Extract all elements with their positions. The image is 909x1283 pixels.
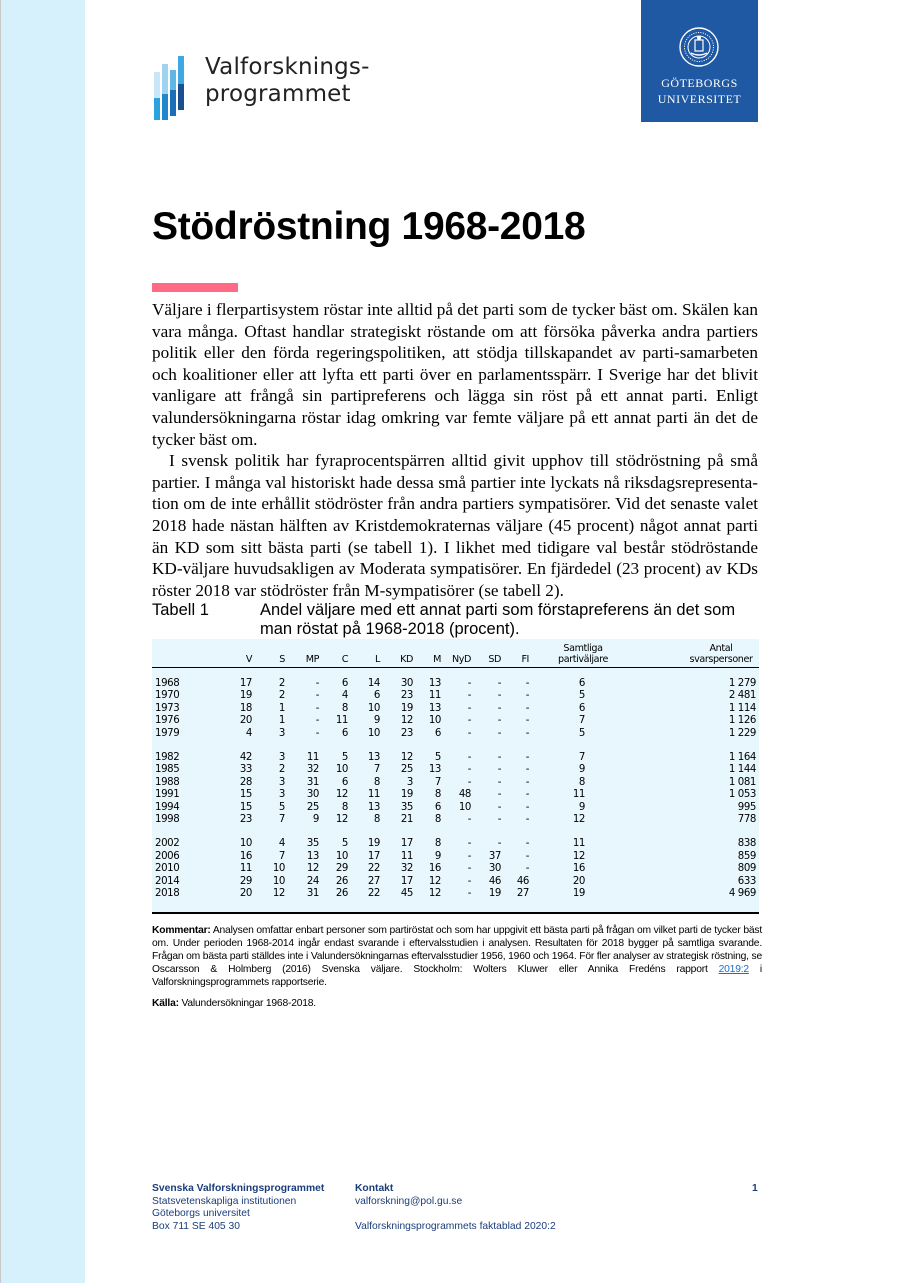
value-cell: 778: [737, 814, 756, 826]
value-cell: 17: [400, 875, 413, 887]
value-cell: 8: [434, 814, 441, 826]
university-seal-icon: [678, 26, 720, 68]
value-cell: -: [497, 814, 501, 826]
value-cell: 7: [278, 850, 285, 862]
comment-label: Kommentar:: [152, 925, 211, 936]
value-cell: 2 481: [728, 690, 756, 702]
value-cell: 3: [406, 776, 413, 788]
value-cell: -: [497, 678, 501, 689]
value-cell: -: [525, 789, 529, 801]
value-cell: 995: [737, 801, 756, 813]
body-text: [152, 299, 758, 601]
table-row: [152, 715, 759, 727]
value-cell: 17: [400, 838, 413, 850]
value-cell: 5: [341, 752, 348, 764]
value-cell: 2: [278, 678, 285, 689]
value-cell: 25: [306, 801, 319, 813]
value-cell: 5: [578, 727, 585, 739]
column-header: S: [252, 639, 285, 668]
value-cell: -: [525, 752, 529, 764]
value-cell: 10: [335, 764, 348, 776]
value-cell: 8: [373, 814, 380, 826]
value-cell: 10: [272, 875, 285, 887]
university-name-line-1: GÖTEBORGS: [661, 76, 738, 90]
value-cell: -: [497, 776, 501, 788]
value-cell: 8: [341, 702, 348, 714]
value-cell: 6: [341, 678, 348, 689]
value-cell: 18: [239, 702, 252, 714]
table-header-row: [152, 639, 759, 668]
value-cell: -: [467, 764, 471, 776]
table-row: [152, 703, 759, 715]
value-cell: 1 114: [728, 702, 756, 714]
footer-email[interactable]: valforskning@pol.gu.se: [355, 1195, 463, 1207]
page-margin-strip: [0, 0, 85, 1283]
column-header-year: [152, 639, 207, 668]
value-cell: 9: [578, 801, 585, 813]
value-cell: -: [467, 678, 471, 689]
value-cell: 2: [278, 764, 285, 776]
year-cell: 1973: [155, 702, 180, 714]
column-header: V: [207, 639, 252, 668]
value-cell: 32: [306, 764, 319, 776]
value-cell: 17: [239, 678, 252, 689]
year-cell: 1991: [155, 789, 180, 801]
column-header: Samtliga partiväljare: [529, 639, 613, 668]
value-cell: 5: [341, 838, 348, 850]
group-spacer: [152, 826, 759, 838]
table-row: [152, 728, 759, 740]
column-header: M: [413, 639, 441, 668]
value-cell: 32: [400, 863, 413, 875]
year-cell: 1988: [155, 776, 180, 788]
spacer-cell: [152, 740, 759, 752]
value-cell: 30: [400, 678, 413, 689]
value-cell: 42: [239, 752, 252, 764]
value-cell: 859: [737, 850, 756, 862]
value-cell: 13: [367, 801, 380, 813]
value-cell: 20: [239, 888, 252, 900]
bar-chart-logo-icon: [153, 52, 189, 122]
page-title: Stödröstning 1968-2018: [152, 205, 586, 248]
footer-contact: [355, 1183, 556, 1234]
footer-contact-label: Kontakt: [355, 1183, 394, 1194]
value-cell: -: [525, 838, 529, 850]
value-cell: 11: [239, 863, 252, 875]
value-cell: -: [497, 801, 501, 813]
value-cell: 7: [578, 752, 585, 764]
value-cell: 838: [737, 838, 756, 850]
footer-publication: Valforskningsprogrammets faktablad 2020:2: [355, 1221, 556, 1233]
value-cell: 30: [306, 789, 319, 801]
source: [152, 997, 762, 1010]
value-cell: 30: [488, 863, 501, 875]
value-cell: 8: [578, 776, 585, 788]
goteborgs-universitet-logo: [641, 0, 758, 122]
year-cell: 2006: [155, 850, 180, 862]
value-cell: 29: [239, 875, 252, 887]
value-cell: 6: [434, 801, 441, 813]
year-cell: 1970: [155, 690, 180, 702]
group-spacer: [152, 668, 759, 679]
year-cell: 2018: [155, 888, 180, 900]
value-cell: 20: [572, 875, 585, 887]
value-cell: 1 229: [728, 727, 756, 739]
year-cell: 1982: [155, 752, 180, 764]
column-header: L: [348, 639, 380, 668]
value-cell: -: [315, 678, 319, 689]
year-cell: 1998: [155, 814, 180, 826]
value-cell: 19: [367, 838, 380, 850]
value-cell: -: [525, 801, 529, 813]
value-cell: 7: [434, 776, 441, 788]
value-cell: 1 144: [728, 764, 756, 776]
value-cell: 22: [367, 863, 380, 875]
spacer-cell: [152, 826, 759, 838]
logo-text-line-2: programmet: [205, 81, 351, 107]
table-row: [152, 789, 759, 801]
column-header: SD: [471, 639, 501, 668]
value-cell: 24: [306, 875, 319, 887]
value-cell: 46: [516, 875, 529, 887]
value-cell: 809: [737, 863, 756, 875]
value-cell: 8: [373, 776, 380, 788]
table-row: [152, 752, 759, 764]
value-cell: 31: [306, 888, 319, 900]
value-cell: 1 126: [728, 715, 756, 727]
value-cell: -: [315, 727, 319, 739]
value-cell: 3: [278, 752, 285, 764]
value-cell: 5: [278, 801, 285, 813]
table-row: [152, 876, 759, 888]
year-cell: 1968: [155, 678, 180, 689]
column-header: MP: [285, 639, 319, 668]
table-title: Andel väljare med ett annat parti som förstapreferens än det som man röstat på 1968-2018 (procent).: [260, 601, 736, 638]
value-cell: 8: [341, 801, 348, 813]
value-cell: 10: [458, 801, 471, 813]
value-cell: 9: [373, 715, 380, 727]
page-number: 1: [752, 1183, 758, 1194]
table-row: [152, 777, 759, 789]
value-cell: 19: [400, 702, 413, 714]
column-header: C: [319, 639, 348, 668]
value-cell: 12: [428, 888, 441, 900]
paragraph: Väljare i flerpartisystem röstar inte alltid på det parti som de tycker bäst om. Skälen kan vara många. Oftast handlar strategiskt röstande om att försöka påverka andra partiers politik eller den förda regeringspolitiken, att stödja tillskapandet av parti-samarbeten och koalitioner eller att lyfta ett parti över en parlamentsspärr. I Sverige har det blivit vanligare att frångå sin partipreferens och lägga sin röst på ett annat parti. Enligt valundersökningarna röstar idag omkring var femte väljare på ett annat parti än det de tycker bäst om.: [152, 300, 758, 449]
value-cell: -: [497, 715, 501, 727]
value-cell: 22: [367, 888, 380, 900]
value-cell: 8: [434, 838, 441, 850]
value-cell: 11: [428, 690, 441, 702]
table-row: [152, 690, 759, 702]
value-cell: 19: [572, 888, 585, 900]
logo-text-line-1: Valforsknings-: [205, 54, 370, 80]
value-cell: 13: [428, 678, 441, 689]
year-cell: 2010: [155, 863, 180, 875]
value-cell: 10: [367, 702, 380, 714]
value-cell: -: [315, 690, 319, 702]
value-cell: 6: [341, 776, 348, 788]
source-text: Valundersökningar 1968-2018.: [178, 998, 316, 1010]
value-cell: -: [525, 863, 529, 875]
value-cell: 9: [578, 764, 585, 776]
value-cell: 4: [341, 690, 348, 702]
value-cell: -: [497, 702, 501, 714]
value-cell: 2: [278, 690, 285, 702]
value-cell: 26: [335, 888, 348, 900]
comment-text: Analysen omfattar enbart personer som partiröstat och som har uppgivit ett bästa parti på frågan om vilket parti de tycker bäst om. Under perioden 1968-2014 ingår endast svarande i eftervalsstudien i analysen. Resultaten för 2018 bygger på samtliga svarande. Frågan om bästa parti ställdes inte i Valundersökningarnas eftervalsstudier 1956, 1960 och 1964. För fler analyser av strategisk röstning, se Oscarsson & Holmberg (2016) Svenska väljare. Stockholm: Wolters Kluwer eller Annika Fredéns rapport: [152, 925, 762, 976]
year-cell: 1976: [155, 715, 180, 727]
value-cell: -: [525, 776, 529, 788]
data-table: [152, 639, 759, 901]
value-cell: 4 969: [728, 888, 756, 900]
data-table-container: [152, 639, 759, 912]
value-cell: 11: [572, 838, 585, 850]
value-cell: 1 053: [728, 789, 756, 801]
value-cell: -: [525, 727, 529, 739]
value-cell: -: [315, 715, 319, 727]
year-cell: 1994: [155, 801, 180, 813]
value-cell: 10: [428, 715, 441, 727]
value-cell: 12: [572, 850, 585, 862]
year-cell: 2002: [155, 838, 180, 850]
report-link[interactable]: 2019:2: [718, 964, 749, 976]
value-cell: -: [467, 752, 471, 764]
value-cell: 20: [239, 715, 252, 727]
value-cell: -: [467, 814, 471, 826]
value-cell: 13: [367, 752, 380, 764]
value-cell: 10: [335, 850, 348, 862]
value-cell: 48: [458, 789, 471, 801]
value-cell: 28: [239, 776, 252, 788]
paragraph: I svensk politik har fyraprocentspärren alltid givit upphov till stödröstning på små partier. I många val historiskt hade dessa små partier inte lyckats nå riksdagsrepresenta-tion om de inte erhållit stödröster från andra partiers sympatisörer. Vid det senaste valet 2018 hade nästan hälften av Kristdemokraternas väljare (45 procent) något annat parti än KD som sitt bästa parti (se tabell 1). I likhet med tidigare val består stödröstande KD-väljare huvudsakligen av Moderata sympatisörer. En fjärdedel (23 procent) av KDs röster 2018 var stödröster från M-sympatisörer (se tabell 2).: [152, 451, 758, 600]
value-cell: 19: [488, 888, 501, 900]
value-cell: 12: [428, 875, 441, 887]
table-row: [152, 678, 759, 690]
value-cell: 12: [572, 814, 585, 826]
value-cell: 1 279: [728, 678, 756, 689]
value-cell: -: [497, 838, 501, 850]
column-header: Antal svarspersoner: [613, 639, 759, 668]
table-row: [152, 814, 759, 826]
value-cell: 21: [400, 814, 413, 826]
value-cell: 19: [239, 690, 252, 702]
table-note: [152, 924, 762, 1011]
value-cell: -: [315, 702, 319, 714]
value-cell: 11: [572, 789, 585, 801]
value-cell: 45: [400, 888, 413, 900]
value-cell: 11: [306, 752, 319, 764]
value-cell: -: [525, 702, 529, 714]
university-name-line-2: UNIVERSITET: [657, 92, 742, 106]
value-cell: 5: [578, 690, 585, 702]
value-cell: 6: [341, 727, 348, 739]
year-cell: 1985: [155, 764, 180, 776]
value-cell: -: [497, 690, 501, 702]
table-row: [152, 838, 759, 850]
value-cell: -: [467, 702, 471, 714]
table-row: [152, 802, 759, 814]
value-cell: -: [525, 678, 529, 689]
value-cell: -: [467, 850, 471, 862]
group-spacer: [152, 740, 759, 752]
value-cell: 12: [335, 789, 348, 801]
comment-text-end: i Valforskningsprogrammets rapportserie.: [152, 964, 763, 989]
value-cell: -: [467, 863, 471, 875]
value-cell: -: [497, 789, 501, 801]
value-cell: 3: [278, 789, 285, 801]
accent-bar: [152, 283, 238, 292]
value-cell: 1: [278, 715, 285, 727]
value-cell: 12: [272, 888, 285, 900]
value-cell: 3: [278, 727, 285, 739]
value-cell: 10: [367, 727, 380, 739]
value-cell: 17: [367, 850, 380, 862]
valforskningsprogrammet-logo: [153, 52, 393, 122]
value-cell: 16: [572, 863, 585, 875]
value-cell: -: [497, 752, 501, 764]
value-cell: 23: [400, 727, 413, 739]
value-cell: 37: [488, 850, 501, 862]
value-cell: 31: [306, 776, 319, 788]
value-cell: -: [467, 875, 471, 887]
table-bottom-rule: [152, 912, 759, 914]
footer-organization: [152, 1183, 324, 1233]
source-label: Källa:: [152, 998, 179, 1010]
value-cell: 10: [239, 838, 252, 850]
value-cell: -: [525, 764, 529, 776]
value-cell: 12: [335, 814, 348, 826]
value-cell: 46: [488, 875, 501, 887]
value-cell: 12: [400, 752, 413, 764]
value-cell: 12: [400, 715, 413, 727]
value-cell: 25: [400, 764, 413, 776]
value-cell: 8: [434, 789, 441, 801]
value-cell: -: [467, 888, 471, 900]
value-cell: 7: [278, 814, 285, 826]
value-cell: 13: [428, 764, 441, 776]
table-row: [152, 863, 759, 875]
spacer-cell: [152, 668, 759, 679]
footer-address: Box 711 SE 405 30: [152, 1220, 240, 1232]
value-cell: 1: [278, 702, 285, 714]
value-cell: -: [525, 850, 529, 862]
value-cell: 19: [400, 789, 413, 801]
value-cell: 23: [239, 814, 252, 826]
value-cell: -: [467, 690, 471, 702]
value-cell: 27: [367, 875, 380, 887]
value-cell: -: [525, 715, 529, 727]
value-cell: 4: [278, 838, 285, 850]
value-cell: 6: [373, 690, 380, 702]
value-cell: 23: [400, 690, 413, 702]
value-cell: -: [467, 776, 471, 788]
table-label: Tabell 1: [152, 601, 209, 619]
value-cell: -: [467, 838, 471, 850]
value-cell: 26: [335, 875, 348, 887]
value-cell: 35: [400, 801, 413, 813]
value-cell: 3: [278, 776, 285, 788]
value-cell: 16: [239, 850, 252, 862]
table-row: [152, 764, 759, 776]
year-cell: 1979: [155, 727, 180, 739]
value-cell: 11: [367, 789, 380, 801]
footer-org-name: Svenska Valforskningsprogrammet: [152, 1183, 325, 1194]
table-row: [152, 888, 759, 900]
value-cell: 15: [239, 789, 252, 801]
value-cell: -: [467, 727, 471, 739]
table-row: [152, 851, 759, 863]
value-cell: 9: [434, 850, 441, 862]
footer-department: Statsvetenskapliga institutionen: [152, 1195, 297, 1207]
value-cell: 27: [516, 888, 529, 900]
value-cell: 7: [373, 764, 380, 776]
value-cell: 9: [312, 814, 319, 826]
value-cell: 11: [335, 715, 348, 727]
value-cell: 1 164: [728, 752, 756, 764]
value-cell: 35: [306, 838, 319, 850]
value-cell: 1 081: [728, 776, 756, 788]
value-cell: 7: [578, 715, 585, 727]
value-cell: -: [467, 715, 471, 727]
value-cell: 13: [306, 850, 319, 862]
value-cell: 12: [306, 863, 319, 875]
value-cell: 6: [434, 727, 441, 739]
value-cell: 6: [578, 702, 585, 714]
value-cell: 13: [428, 702, 441, 714]
value-cell: -: [497, 764, 501, 776]
value-cell: -: [525, 814, 529, 826]
column-header: NyD: [441, 639, 471, 668]
value-cell: 633: [737, 875, 756, 887]
value-cell: 16: [428, 863, 441, 875]
value-cell: -: [497, 727, 501, 739]
column-header: FI: [501, 639, 529, 668]
comment: [152, 924, 762, 989]
value-cell: 10: [272, 863, 285, 875]
value-cell: 6: [578, 678, 585, 689]
year-cell: 2014: [155, 875, 180, 887]
value-cell: 33: [239, 764, 252, 776]
value-cell: 11: [400, 850, 413, 862]
footer-university: Göteborgs universitet: [152, 1208, 250, 1220]
value-cell: 14: [367, 678, 380, 689]
value-cell: -: [525, 690, 529, 702]
value-cell: 29: [335, 863, 348, 875]
value-cell: 15: [239, 801, 252, 813]
column-header: KD: [380, 639, 413, 668]
value-cell: 4: [245, 727, 252, 739]
value-cell: 5: [434, 752, 441, 764]
